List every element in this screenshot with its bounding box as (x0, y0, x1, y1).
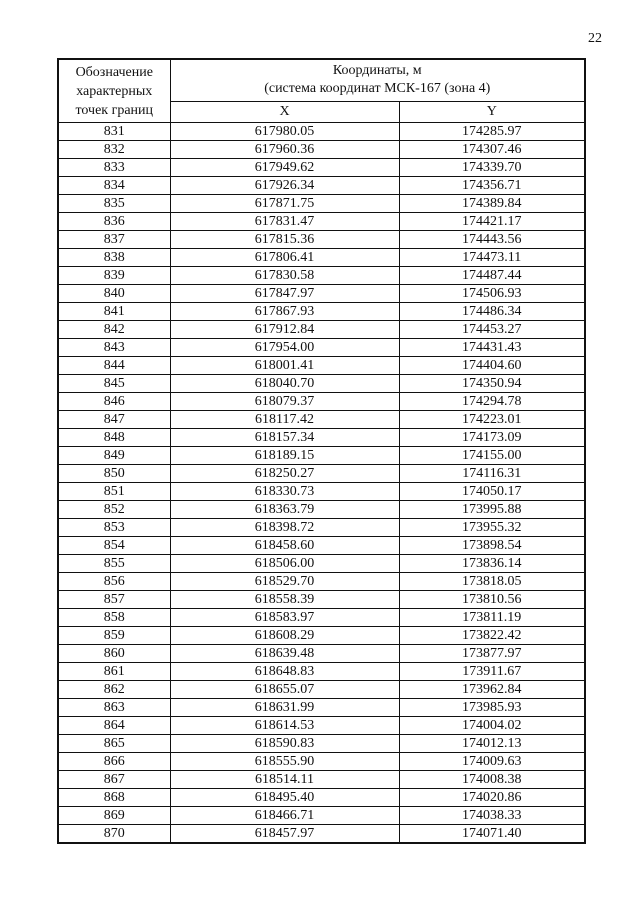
point-number-cell: 853 (58, 519, 170, 537)
y-column-header: Y (399, 101, 585, 122)
table-row (58, 681, 585, 699)
x-coordinate-cell: 617960.36 (170, 141, 399, 159)
x-coordinate-cell: 618495.40 (170, 789, 399, 807)
x-coordinate-cell: 618655.07 (170, 681, 399, 699)
y-coordinate-cell: 174421.17 (399, 213, 585, 231)
point-number-cell: 857 (58, 591, 170, 609)
y-coordinate-cell: 174404.60 (399, 357, 585, 375)
x-coordinate-cell: 618001.41 (170, 357, 399, 375)
y-coordinate-cell: 174008.38 (399, 771, 585, 789)
point-number-cell: 855 (58, 555, 170, 573)
y-coordinate-cell: 174339.70 (399, 159, 585, 177)
point-number-cell: 865 (58, 735, 170, 753)
point-number-cell: 844 (58, 357, 170, 375)
x-coordinate-cell: 618639.48 (170, 645, 399, 663)
point-number-cell: 856 (58, 573, 170, 591)
point-number-cell: 845 (58, 375, 170, 393)
page-number: 22 (588, 31, 602, 46)
y-coordinate-cell: 173822.42 (399, 627, 585, 645)
y-coordinate-cell: 173877.97 (399, 645, 585, 663)
point-number-cell: 843 (58, 339, 170, 357)
table-row (58, 501, 585, 519)
y-coordinate-cell: 174223.01 (399, 411, 585, 429)
table-row (58, 825, 585, 844)
table-row (58, 159, 585, 177)
table-row (58, 303, 585, 321)
point-number-cell: 854 (58, 537, 170, 555)
y-coordinate-cell: 173811.19 (399, 609, 585, 627)
x-coordinate-cell: 618608.29 (170, 627, 399, 645)
x-coordinate-cell: 618458.60 (170, 537, 399, 555)
y-coordinate-cell: 174486.34 (399, 303, 585, 321)
x-coordinate-cell: 618457.97 (170, 825, 399, 844)
x-coordinate-cell: 617815.36 (170, 231, 399, 249)
x-coordinate-cell: 617949.62 (170, 159, 399, 177)
designation-header-line: Обозначение (75, 64, 153, 80)
table-row (58, 429, 585, 447)
designation-header-line: характерных (76, 83, 153, 99)
y-coordinate-cell: 173810.56 (399, 591, 585, 609)
point-number-cell: 864 (58, 717, 170, 735)
x-coordinate-cell: 618555.90 (170, 753, 399, 771)
x-coordinate-cell: 618583.97 (170, 609, 399, 627)
x-coordinate-cell: 618648.83 (170, 663, 399, 681)
y-coordinate-cell: 174155.00 (399, 447, 585, 465)
table-row (58, 213, 585, 231)
point-number-cell: 858 (58, 609, 170, 627)
x-coordinate-cell: 618363.79 (170, 501, 399, 519)
y-coordinate-cell: 173898.54 (399, 537, 585, 555)
table-row (58, 519, 585, 537)
table-row (58, 447, 585, 465)
header-row-top (58, 59, 585, 101)
table-row (58, 573, 585, 591)
x-coordinate-cell: 618466.71 (170, 807, 399, 825)
y-coordinate-cell: 173818.05 (399, 573, 585, 591)
y-coordinate-cell: 174307.46 (399, 141, 585, 159)
x-coordinate-cell: 618189.15 (170, 447, 399, 465)
y-coordinate-cell: 173955.32 (399, 519, 585, 537)
x-coordinate-cell: 617912.84 (170, 321, 399, 339)
table-row (58, 321, 585, 339)
table-row (58, 141, 585, 159)
y-coordinate-cell: 173962.84 (399, 681, 585, 699)
x-coordinate-cell: 618514.11 (170, 771, 399, 789)
table-row (58, 231, 585, 249)
y-coordinate-cell: 174116.31 (399, 465, 585, 483)
x-coordinate-cell: 617847.97 (170, 285, 399, 303)
point-number-cell: 841 (58, 303, 170, 321)
table-row (58, 699, 585, 717)
x-coordinate-cell: 617954.00 (170, 339, 399, 357)
y-coordinate-cell: 174071.40 (399, 825, 585, 844)
table-row (58, 735, 585, 753)
point-number-cell: 842 (58, 321, 170, 339)
point-number-cell: 869 (58, 807, 170, 825)
x-coordinate-cell: 617871.75 (170, 195, 399, 213)
y-coordinate-cell: 174506.93 (399, 285, 585, 303)
point-number-cell: 866 (58, 753, 170, 771)
x-coordinate-cell: 618506.00 (170, 555, 399, 573)
point-number-cell: 863 (58, 699, 170, 717)
table-row (58, 591, 585, 609)
coordinates-header-system: (система координат МСК-167 (зона 4) (264, 81, 491, 97)
point-number-cell: 837 (58, 231, 170, 249)
y-coordinate-cell: 173911.67 (399, 663, 585, 681)
y-coordinate-cell: 174173.09 (399, 429, 585, 447)
point-number-cell: 852 (58, 501, 170, 519)
y-coordinate-cell: 174285.97 (399, 123, 585, 141)
table-row (58, 645, 585, 663)
x-coordinate-cell: 617830.58 (170, 267, 399, 285)
table-row (58, 249, 585, 267)
table-row (58, 177, 585, 195)
table-row (58, 771, 585, 789)
y-coordinate-cell: 174431.43 (399, 339, 585, 357)
point-number-cell: 847 (58, 411, 170, 429)
x-coordinate-cell: 618079.37 (170, 393, 399, 411)
x-coordinate-cell: 617980.05 (170, 123, 399, 141)
y-coordinate-cell: 174020.86 (399, 789, 585, 807)
coordinates-table (57, 58, 586, 844)
point-number-cell: 868 (58, 789, 170, 807)
x-coordinate-cell: 617867.93 (170, 303, 399, 321)
point-number-cell: 859 (58, 627, 170, 645)
point-number-cell: 831 (58, 123, 170, 141)
point-number-cell: 851 (58, 483, 170, 501)
y-coordinate-cell: 174012.13 (399, 735, 585, 753)
x-coordinate-cell: 618117.42 (170, 411, 399, 429)
table-row (58, 375, 585, 393)
table-row (58, 357, 585, 375)
point-number-cell: 861 (58, 663, 170, 681)
x-coordinate-cell: 617831.47 (170, 213, 399, 231)
x-coordinate-cell: 617926.34 (170, 177, 399, 195)
y-coordinate-cell: 174009.63 (399, 753, 585, 771)
x-coordinate-cell: 618398.72 (170, 519, 399, 537)
x-coordinate-cell: 618330.73 (170, 483, 399, 501)
y-coordinate-cell: 174038.33 (399, 807, 585, 825)
table-row (58, 411, 585, 429)
point-number-cell: 839 (58, 267, 170, 285)
y-coordinate-cell: 174443.56 (399, 231, 585, 249)
table-row (58, 609, 585, 627)
x-coordinate-cell: 618250.27 (170, 465, 399, 483)
point-number-cell: 846 (58, 393, 170, 411)
table-row (58, 393, 585, 411)
table-row (58, 483, 585, 501)
x-coordinate-cell: 618590.83 (170, 735, 399, 753)
table-row (58, 537, 585, 555)
y-coordinate-cell: 173836.14 (399, 555, 585, 573)
y-coordinate-cell: 174004.02 (399, 717, 585, 735)
coordinates-header-title: Координаты, м (332, 63, 422, 79)
point-number-cell: 870 (58, 825, 170, 844)
designation-header-line: точек границ (75, 102, 154, 118)
table-row (58, 789, 585, 807)
point-number-cell: 867 (58, 771, 170, 789)
table-row (58, 267, 585, 285)
table-row (58, 195, 585, 213)
point-number-cell: 850 (58, 465, 170, 483)
y-coordinate-cell: 174453.27 (399, 321, 585, 339)
point-number-cell: 862 (58, 681, 170, 699)
y-coordinate-cell: 174294.78 (399, 393, 585, 411)
designation-header (58, 59, 170, 123)
point-number-cell: 849 (58, 447, 170, 465)
table-row (58, 663, 585, 681)
table-row (58, 285, 585, 303)
x-coordinate-cell: 618040.70 (170, 375, 399, 393)
y-coordinate-cell: 174389.84 (399, 195, 585, 213)
y-coordinate-cell: 173985.93 (399, 699, 585, 717)
x-coordinate-cell: 618558.39 (170, 591, 399, 609)
table-body (58, 123, 585, 844)
table-row (58, 717, 585, 735)
x-coordinate-cell: 617806.41 (170, 249, 399, 267)
x-coordinate-cell: 618529.70 (170, 573, 399, 591)
point-number-cell: 832 (58, 141, 170, 159)
point-number-cell: 840 (58, 285, 170, 303)
x-column-header: X (170, 101, 399, 122)
x-coordinate-cell: 618631.99 (170, 699, 399, 717)
y-coordinate-cell: 174350.94 (399, 375, 585, 393)
y-coordinate-cell: 174487.44 (399, 267, 585, 285)
point-number-cell: 860 (58, 645, 170, 663)
coordinates-header (170, 59, 585, 101)
point-number-cell: 838 (58, 249, 170, 267)
table-header (58, 59, 585, 123)
y-coordinate-cell: 174356.71 (399, 177, 585, 195)
point-number-cell: 835 (58, 195, 170, 213)
x-coordinate-cell: 618157.34 (170, 429, 399, 447)
table-row (58, 753, 585, 771)
table-row (58, 555, 585, 573)
y-coordinate-cell: 173995.88 (399, 501, 585, 519)
table-row (58, 123, 585, 141)
point-number-cell: 848 (58, 429, 170, 447)
table-row (58, 339, 585, 357)
table-row (58, 627, 585, 645)
table-row (58, 465, 585, 483)
point-number-cell: 836 (58, 213, 170, 231)
point-number-cell: 833 (58, 159, 170, 177)
y-coordinate-cell: 174473.11 (399, 249, 585, 267)
point-number-cell: 834 (58, 177, 170, 195)
y-coordinate-cell: 174050.17 (399, 483, 585, 501)
x-coordinate-cell: 618614.53 (170, 717, 399, 735)
table-row (58, 807, 585, 825)
